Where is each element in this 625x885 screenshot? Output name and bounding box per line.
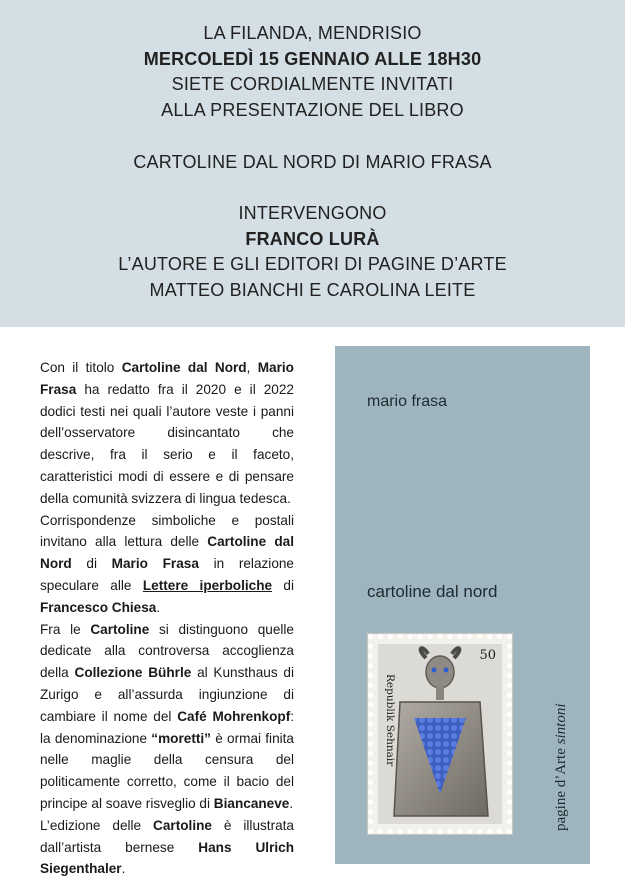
text-run: è ormai finita nelle maglie della censura del politicamente corretto, come il bacio del principe al soave risveglio di: [40, 730, 294, 811]
text-run: Biancaneve: [213, 795, 290, 811]
text-run: .: [289, 795, 294, 811]
text-run: Lettere iperboliche: [142, 577, 273, 593]
cover-author: mario frasa: [367, 393, 448, 410]
text-run: Café Mohrenkopf: [177, 708, 291, 724]
description-paragraph: [40, 619, 294, 815]
book-title-line: CARTOLINE DAL NORD DI MARIO FRASA: [133, 152, 492, 172]
date-line: MERCOLEDÌ 15 GENNAIO ALLE 18H30: [143, 49, 482, 69]
description-paragraph: [40, 510, 294, 619]
book-description: [40, 357, 294, 880]
ceramic-figure-illustration: [378, 644, 502, 824]
invitation-header: [0, 0, 625, 327]
speakers-heading: INTERVENGONO: [238, 203, 387, 223]
text-run: Cartoline dal Nord: [121, 360, 247, 375]
text-run: di: [71, 556, 112, 572]
text-run: “moretti”: [151, 730, 211, 746]
editors-line: L’AUTORE E GLI EDITORI DI PAGINE D’ARTE: [118, 254, 507, 274]
book-cover: [335, 346, 590, 864]
text-run: ha redatto fra il 2020 e il 2022 dodici testi nei quali l’autore veste i panni dell’osservatore disincantato che descrive, fra il serio e il faceto, caratteristici modi di essere e di pensare della comunità svizzera di lingua tedesca.: [40, 381, 294, 506]
editors-names: MATTEO BIANCHI E CAROLINA LEITE: [149, 280, 476, 300]
stamp-artwork: [378, 644, 502, 824]
text-run: Corrispondenze simboliche e postali invitano alla lettura delle: [40, 512, 294, 550]
text-run: L’edizione delle: [40, 817, 154, 833]
text-run: di: [272, 577, 295, 593]
publisher-label: [553, 651, 577, 831]
text-run: Francesco Chiesa: [40, 599, 157, 615]
venue-line: LA FILANDA, MENDRISIO: [203, 23, 422, 43]
stamp-denomination: 50: [479, 648, 496, 663]
description-paragraph: [40, 357, 294, 510]
text-run: Con il titolo: [40, 360, 122, 375]
description-paragraph: [40, 815, 294, 880]
text-run: Cartoline: [90, 621, 150, 637]
text-run: Mario Frasa: [111, 556, 199, 572]
presentation-line: ALLA PRESENTAZIONE DEL LIBRO: [161, 100, 464, 120]
cover-title: cartoline dal nord: [367, 582, 498, 601]
text-run: Collezione Bührle: [74, 665, 192, 681]
text-run: in relazione speculare alle: [40, 556, 294, 593]
text-run: : la denominazione: [40, 708, 295, 746]
invite-line: SIETE CORDIALMENTE INVITATI: [171, 74, 454, 94]
text-run: Fra le: [40, 621, 91, 637]
stamp-country: Republik Sehnair: [384, 674, 396, 767]
series-name: sintoni: [553, 703, 569, 745]
text-run: .: [121, 861, 126, 877]
publisher-name: pagine d’Arte: [553, 744, 569, 831]
text-run: Cartoline dal Nord: [40, 534, 294, 572]
text-run: Hans Ulrich Siegenthaler: [40, 839, 294, 877]
text-run: è illustrata dall’artista bernese: [40, 817, 294, 855]
text-run: si distinguono quelle dedicate alla controversa accoglienza della: [40, 621, 294, 681]
text-run: .: [156, 599, 161, 615]
text-run: Cartoline: [153, 817, 212, 833]
text-run: ,: [246, 360, 258, 375]
postage-stamp: [368, 634, 512, 834]
text-run: al Kunsthaus di Zurigo e all’assurda ingiunzione di cambiare il nome del: [40, 665, 294, 724]
speaker-name: FRANCO LURÀ: [245, 229, 380, 249]
text-run: Mario Frasa: [40, 360, 294, 397]
